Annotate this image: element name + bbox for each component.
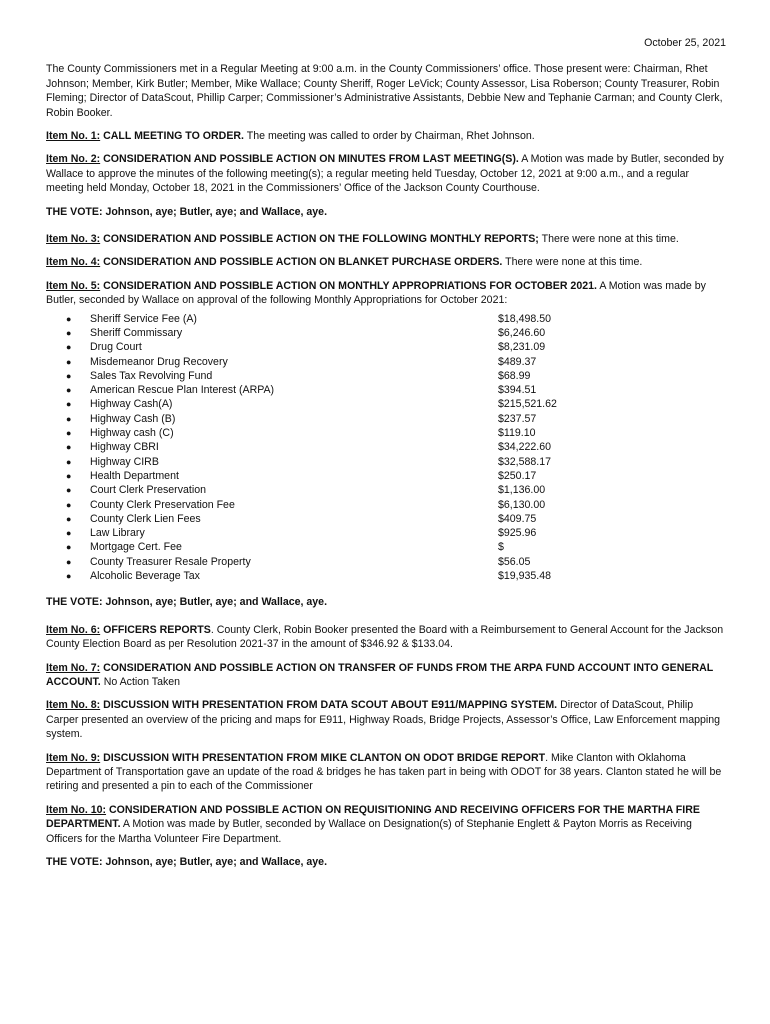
- bullet-icon: ●: [66, 456, 72, 467]
- fund-name: County Clerk Lien Fees: [90, 512, 201, 525]
- item-title: CONSIDERATION AND POSSIBLE ACTION ON BLANKET PURCHASE ORDERS.: [103, 256, 503, 269]
- list-item: [46, 540, 726, 554]
- item-number: Item No. 9:: [46, 751, 101, 764]
- vote-line: THE VOTE: Johnson, aye; Butler, aye; and Wallace, aye.: [46, 596, 328, 609]
- bullet-icon: ●: [66, 327, 72, 338]
- list-item: [46, 369, 726, 383]
- list-item: [46, 440, 726, 454]
- list-item: [46, 412, 726, 426]
- list-item: [46, 340, 726, 354]
- fund-name: Law Library: [90, 527, 145, 540]
- item-number: Item No. 6:: [46, 623, 101, 636]
- fund-amount: $1,136.00: [498, 484, 546, 497]
- item-8: [46, 698, 726, 741]
- item-body: There were none at this time.: [541, 233, 679, 246]
- list-item: [46, 498, 726, 512]
- fund-amount: $489.37: [498, 355, 537, 368]
- item-2: [46, 152, 726, 195]
- appropriations-list: [46, 312, 726, 584]
- item-3: [46, 232, 726, 246]
- fund-name: Highway CBRI: [90, 441, 159, 454]
- item-title: DISCUSSION WITH PRESENTATION FROM DATA SCOUT ABOUT E911/MAPPING SYSTEM.: [103, 699, 558, 712]
- fund-amount: $394.51: [498, 384, 537, 397]
- item-title: CONSIDERATION AND POSSIBLE ACTION ON TRANSFER OF FUNDS FROM THE ARPA FUND ACCOUNT INTO GENERAL ACCOUNT.: [46, 661, 714, 688]
- fund-name: Highway Cash (B): [90, 412, 176, 425]
- fund-amount: $119.10: [498, 427, 536, 440]
- item-title: CONSIDERATION AND POSSIBLE ACTION ON MONTHLY APPROPRIATIONS FOR OCTOBER 2021.: [103, 279, 597, 292]
- list-item: [46, 355, 726, 369]
- fund-amount: $68.99: [498, 369, 531, 382]
- fund-name: Highway cash (C): [90, 427, 174, 440]
- bullet-icon: ●: [66, 485, 72, 496]
- item-9: [46, 751, 726, 794]
- bullet-icon: ●: [66, 313, 72, 324]
- item-body: The meeting was called to order by Chairman, Rhet Johnson.: [246, 130, 535, 143]
- fund-name: Health Department: [90, 469, 179, 482]
- list-item: [46, 397, 726, 411]
- item-7: [46, 661, 726, 690]
- fund-amount: $: [498, 541, 504, 554]
- bullet-icon: ●: [66, 356, 72, 367]
- fund-name: County Treasurer Resale Property: [90, 555, 251, 568]
- item-6: [46, 623, 726, 652]
- item-4: [46, 255, 726, 269]
- bullet-icon: ●: [66, 428, 72, 439]
- item-number: Item No. 2:: [46, 153, 101, 166]
- list-item: [46, 555, 726, 569]
- fund-amount: $409.75: [498, 512, 537, 525]
- list-item: [46, 326, 726, 340]
- bullet-icon: ●: [66, 513, 72, 524]
- fund-amount: $925.96: [498, 527, 537, 540]
- list-item: [46, 526, 726, 540]
- item-number: Item No. 3:: [46, 233, 101, 246]
- item-body: No Action Taken: [103, 675, 181, 688]
- bullet-icon: ●: [66, 542, 72, 553]
- list-item: [46, 426, 726, 440]
- item-body: Director of DataScout, Philip Carper presented an overview of the pricing and maps for E911, Highway Roads, Bridge Projects, Assessor’s Office, Law Enforcement mapping system.: [46, 699, 721, 741]
- fund-amount: $237.57: [498, 412, 537, 425]
- item-body: A Motion was made by Butler, seconded by Wallace on Designation(s) of Stephanie Englett & Payton Morris as Receiving Officers for the Martha Volunteer Fire Department.: [46, 818, 692, 845]
- list-item: [46, 455, 726, 469]
- fund-name: Highway CIRB: [90, 455, 159, 468]
- fund-amount: $215,521.62: [498, 398, 557, 411]
- bullet-icon: ●: [66, 470, 72, 481]
- fund-amount: $250.17: [498, 469, 537, 482]
- item-body: . County Clerk, Robin Booker presented the Board with a Reimbursement to General Account for the Jackson County Election Board as per Resolution 2021-37 in the amount of $346.92 & $133.04.: [46, 623, 724, 651]
- item-1: [46, 129, 726, 143]
- fund-amount: $18,498.50: [498, 312, 552, 325]
- list-item: [46, 312, 726, 326]
- fund-name: Sheriff Commissary: [90, 326, 183, 339]
- bullet-icon: ●: [66, 499, 72, 510]
- item-number: Item No. 7:: [46, 661, 101, 674]
- bullet-icon: ●: [66, 385, 72, 396]
- bullet-icon: ●: [66, 370, 72, 381]
- fund-name: Misdemeanor Drug Recovery: [90, 355, 228, 368]
- item-number: Item No. 1:: [46, 130, 101, 143]
- fund-name: Highway Cash(A): [90, 398, 173, 411]
- list-item: [46, 483, 726, 497]
- fund-amount: $8,231.09: [498, 341, 546, 354]
- item-title: CONSIDERATION AND POSSIBLE ACTION ON THE FOLLOWING MONTHLY REPORTS;: [103, 233, 539, 246]
- item-number: Item No. 4:: [46, 256, 101, 269]
- item-title: OFFICERS REPORTS: [103, 623, 211, 636]
- bullet-icon: ●: [66, 556, 72, 567]
- item-title: DISCUSSION WITH PRESENTATION FROM MIKE CLANTON ON ODOT BRIDGE REPORT: [103, 751, 546, 764]
- list-item: [46, 512, 726, 526]
- item-5: [46, 279, 726, 308]
- fund-name: Alcoholic Beverage Tax: [90, 570, 200, 583]
- bullet-icon: ●: [66, 413, 72, 424]
- item-title: CONSIDERATION AND POSSIBLE ACTION ON MINUTES FROM LAST MEETING(S).: [103, 153, 519, 166]
- item-10: [46, 803, 726, 846]
- item-number: Item No. 8:: [46, 699, 101, 712]
- fund-amount: $32,588.17: [498, 455, 552, 468]
- fund-name: American Rescue Plan Interest (ARPA): [90, 384, 275, 397]
- item-title: CONSIDERATION AND POSSIBLE ACTION ON REQUISITIONING AND RECEIVING OFFICERS FOR THE MARTHA FIRE DEPARTMENT.: [46, 803, 700, 831]
- item-body: There were none at this time.: [505, 256, 643, 269]
- minutes-document: [46, 36, 726, 882]
- list-item: [46, 469, 726, 483]
- item-body: . Mike Clanton with Oklahoma Department of Transportation gave an update of the road & bridges he has taken part in being with ODOT for 38 years. Clanton stated he will be retiring and presented a pin to each of the Commissioner: [46, 751, 722, 793]
- item-body: A Motion was made by Butler, seconded by Wallace on approval of the following Monthly Appropriations for October 2021:: [46, 279, 706, 307]
- bullet-icon: ●: [66, 442, 72, 453]
- fund-name: Drug Court: [90, 341, 142, 354]
- bullet-icon: ●: [66, 528, 72, 539]
- fund-name: Mortgage Cert. Fee: [90, 541, 182, 554]
- bullet-icon: ●: [66, 399, 72, 410]
- fund-name: Sales Tax Revolving Fund: [90, 369, 213, 382]
- fund-amount: $19,935.48: [498, 570, 552, 583]
- item-number: Item No. 10:: [46, 803, 107, 816]
- bullet-icon: ●: [66, 342, 72, 353]
- list-item: [46, 383, 726, 397]
- fund-amount: $6,130.00: [498, 498, 546, 511]
- bullet-icon: ●: [66, 571, 72, 582]
- fund-amount: $6,246.60: [498, 326, 546, 339]
- fund-name: Court Clerk Preservation: [90, 484, 206, 497]
- item-number: Item No. 5:: [46, 279, 101, 292]
- item-body: A Motion was made by Butler, seconded by Wallace to approve the minutes of the following meeting(s); a regular meeting held Tuesday, October 12, 2021 at 9:00 a.m., and a regular meeting held Monday, October 18, 2021 in the Commissioners’ Office of the Jackson County Courthouse.: [46, 153, 724, 195]
- meeting-date: October 25, 2021: [644, 37, 726, 49]
- item-title: CALL MEETING TO ORDER.: [103, 130, 244, 143]
- intro-paragraph: The County Commissioners met in a Regular Meeting at 9:00 a.m. in the County Commissioners’ office. Those present were: Chairman, Rhet Johnson; Member, Kirk Butler; Member, Mike Wallace; County Sheriff, Roger LeVick; County Assessor, Lisa Roberson; County Treasurer, Robin Fleming; Director of DataScout, Phillip Carper; Commissioner’s Administrative Assistants, Debbie New and Tephanie Carman; and County Clerk, Robin Booker.: [46, 63, 723, 119]
- vote-line: THE VOTE: Johnson, aye; Butler, aye; and Wallace, aye.: [46, 856, 328, 869]
- fund-amount: $56.05: [498, 555, 531, 568]
- vote-line: THE VOTE: Johnson, aye; Butler, aye; and Wallace, aye.: [46, 205, 328, 218]
- list-item: [46, 569, 726, 583]
- fund-amount: $34,222.60: [498, 441, 552, 454]
- fund-name: Sheriff Service Fee (A): [90, 312, 197, 325]
- fund-name: County Clerk Preservation Fee: [90, 498, 235, 511]
